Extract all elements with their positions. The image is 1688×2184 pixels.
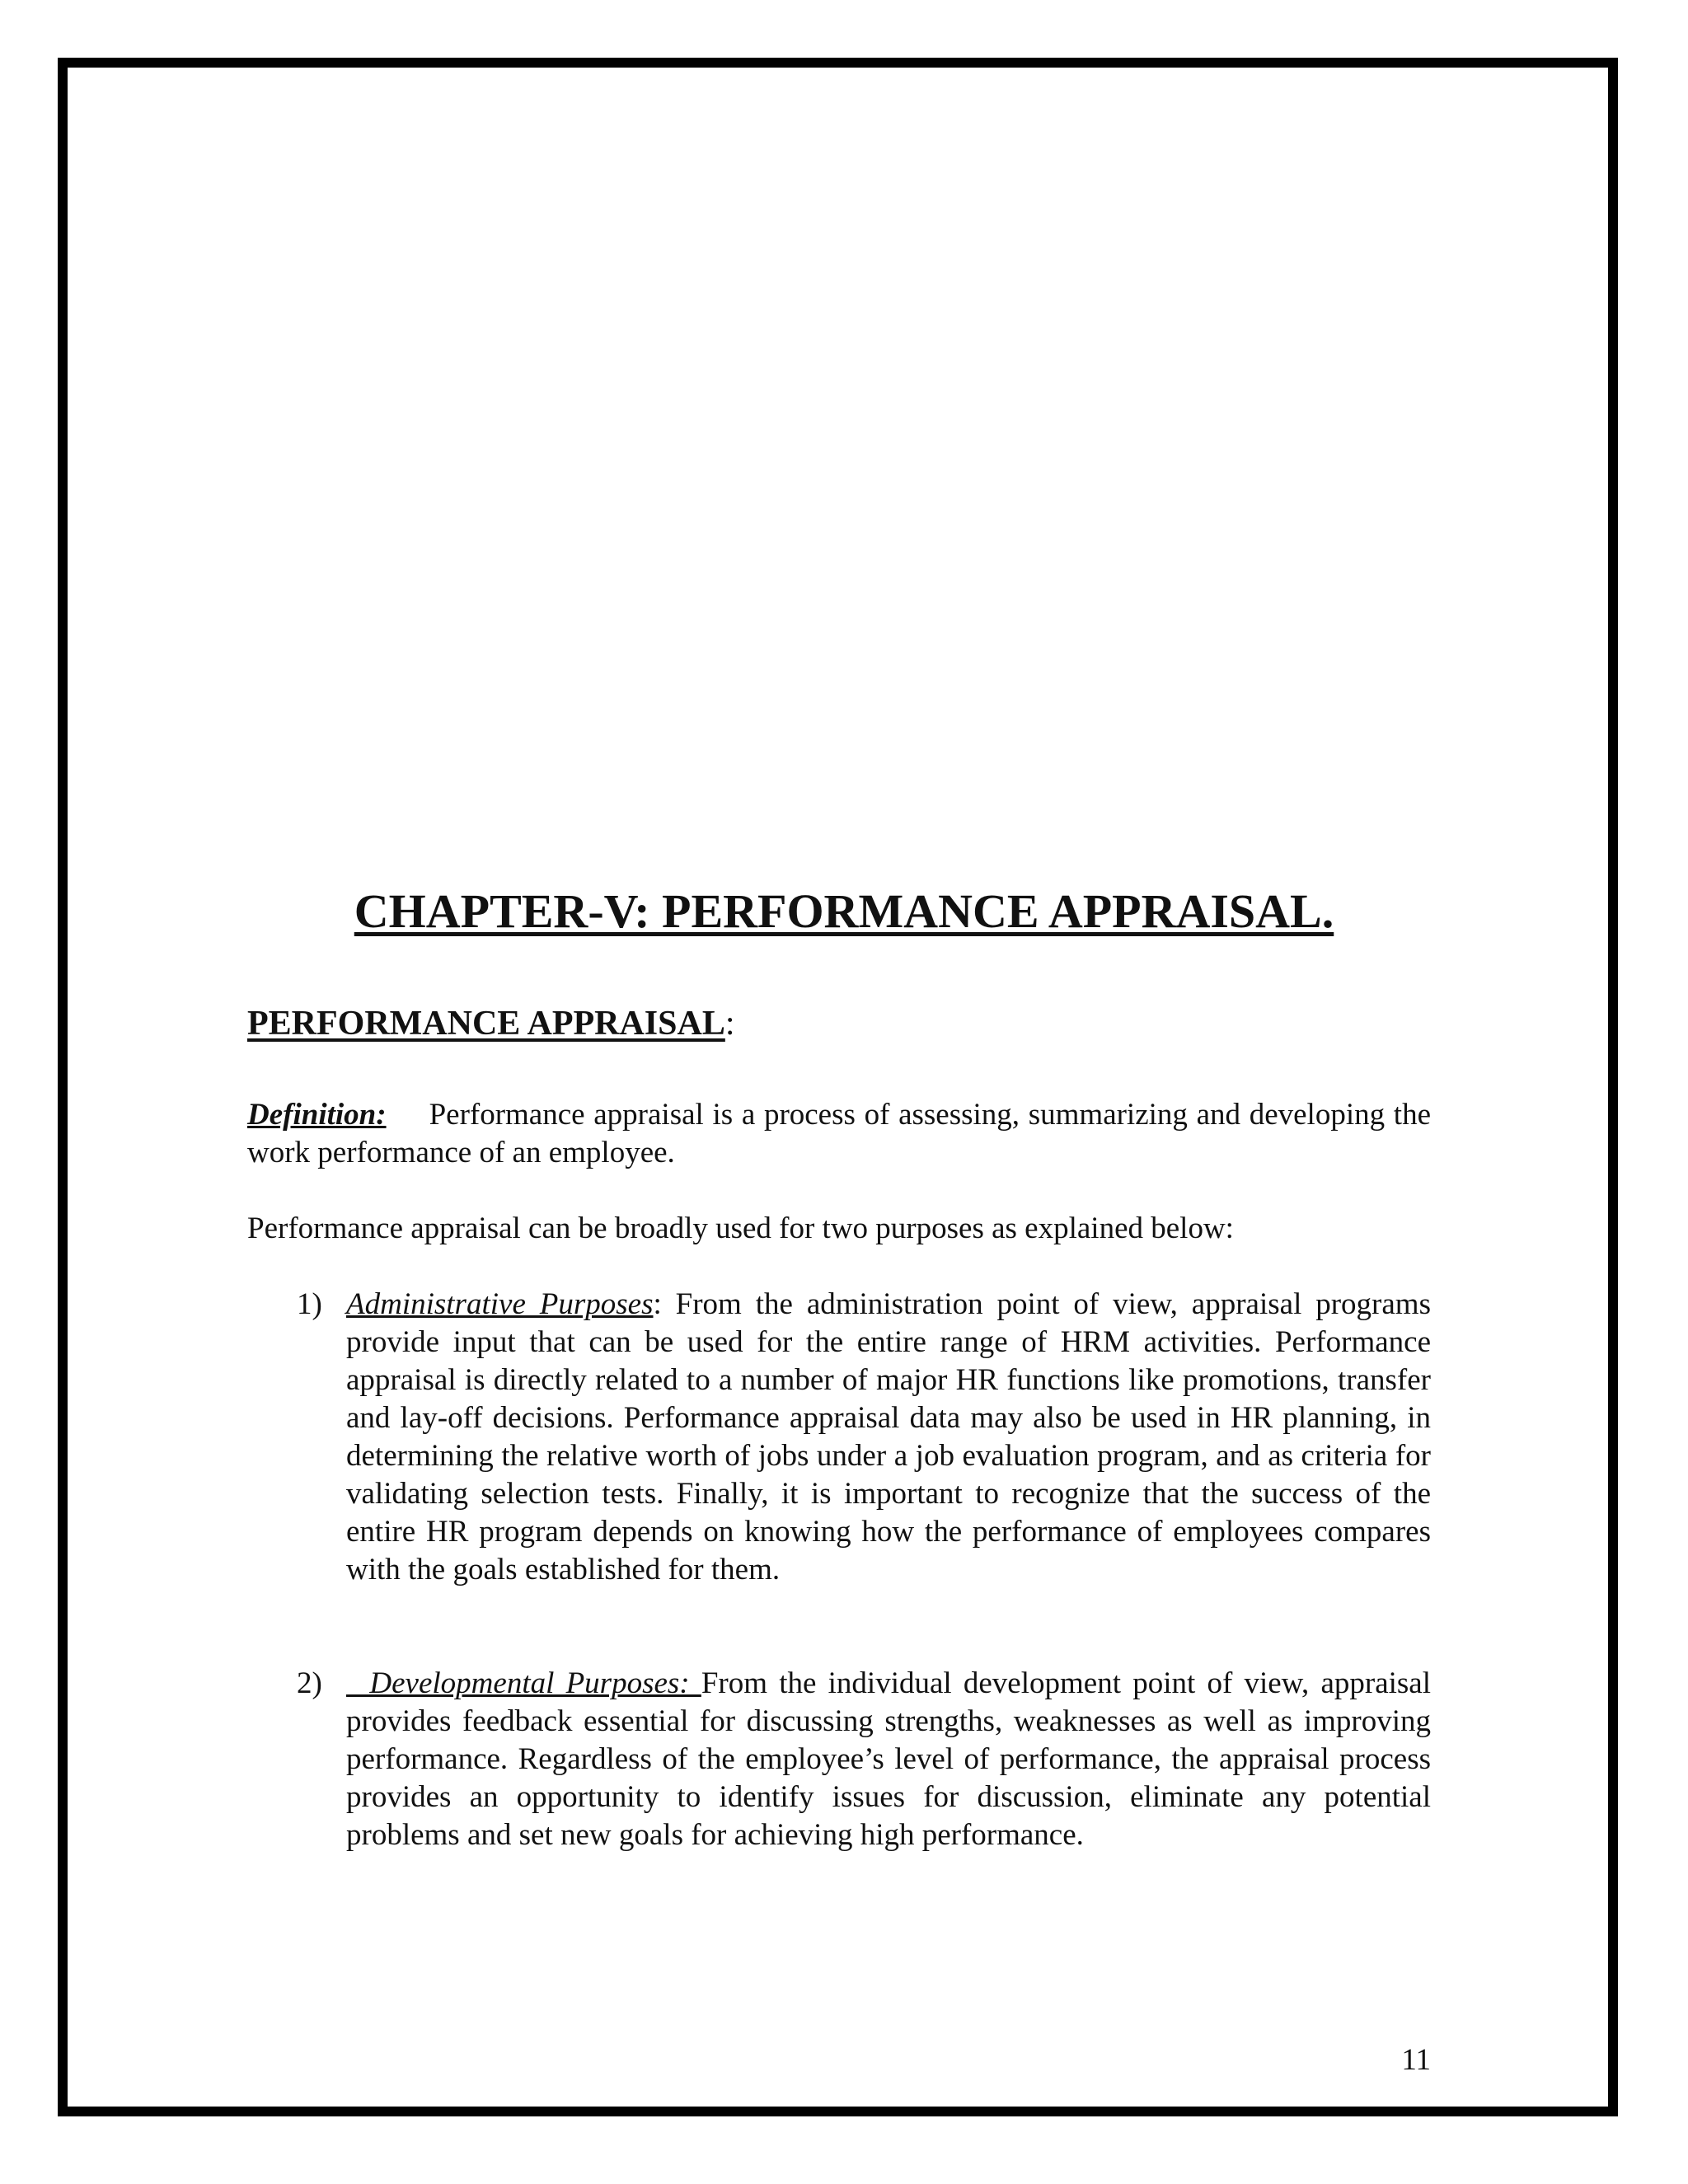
list-item-term: Developmental Purposes: (346, 1666, 701, 1700)
list-item-term-suffix: : (653, 1287, 662, 1321)
list-item-text: From the individual development point of view, appraisal provides feedback essential for discussing strengths, weaknesses as well as improving performance. Regardless of the employee’s level of performance, the appraisal process provides an opportunity to identify issues for discussion, eliminate any potential problems and set new goals for achieving high performance. (346, 1666, 1432, 1852)
list-item-text: From the administration point of view, appraisal programs provide input that can be used for the entire range of HRM activities. Performance appraisal is directly related to a number of major HR functions like promotions, transfer and lay-off decisions. Performance appraisal data may also be used in HR planning, in determining the relative worth of jobs under a job evaluation program, and as criteria for validating selection tests. Finally, it is important to recognize that the success of the entire HR program depends on knowing how the performance of employees compares with the goals established for them. (346, 1287, 1431, 1586)
list-item-number: 2) (297, 1666, 322, 1700)
list-item (297, 1665, 1431, 1854)
list-item (297, 1286, 1431, 1589)
definition-text: Performance appraisal is a process of assessing, summarizing and developing the work performance of an employee. (247, 1098, 1431, 1169)
section-heading-colon: : (724, 1005, 735, 1043)
definition-paragraph (247, 1096, 1431, 1172)
chapter-title: CHAPTER-V: PERFORMANCE APPRAISAL. (354, 884, 1334, 938)
list-item-number: 1) (297, 1287, 322, 1321)
list-item-term: Administrative Purposes (346, 1287, 654, 1321)
section-heading (247, 1004, 735, 1043)
list-item-body (346, 1286, 1431, 1589)
page-number: 11 (1401, 2043, 1431, 2077)
section-heading-text: PERFORMANCE APPRAISAL (247, 1005, 725, 1043)
list-item-body (346, 1665, 1431, 1854)
intro-paragraph: Performance appraisal can be broadly used for two purposes as explained below: (247, 1212, 1234, 1245)
definition-label: Definition: (247, 1098, 387, 1132)
